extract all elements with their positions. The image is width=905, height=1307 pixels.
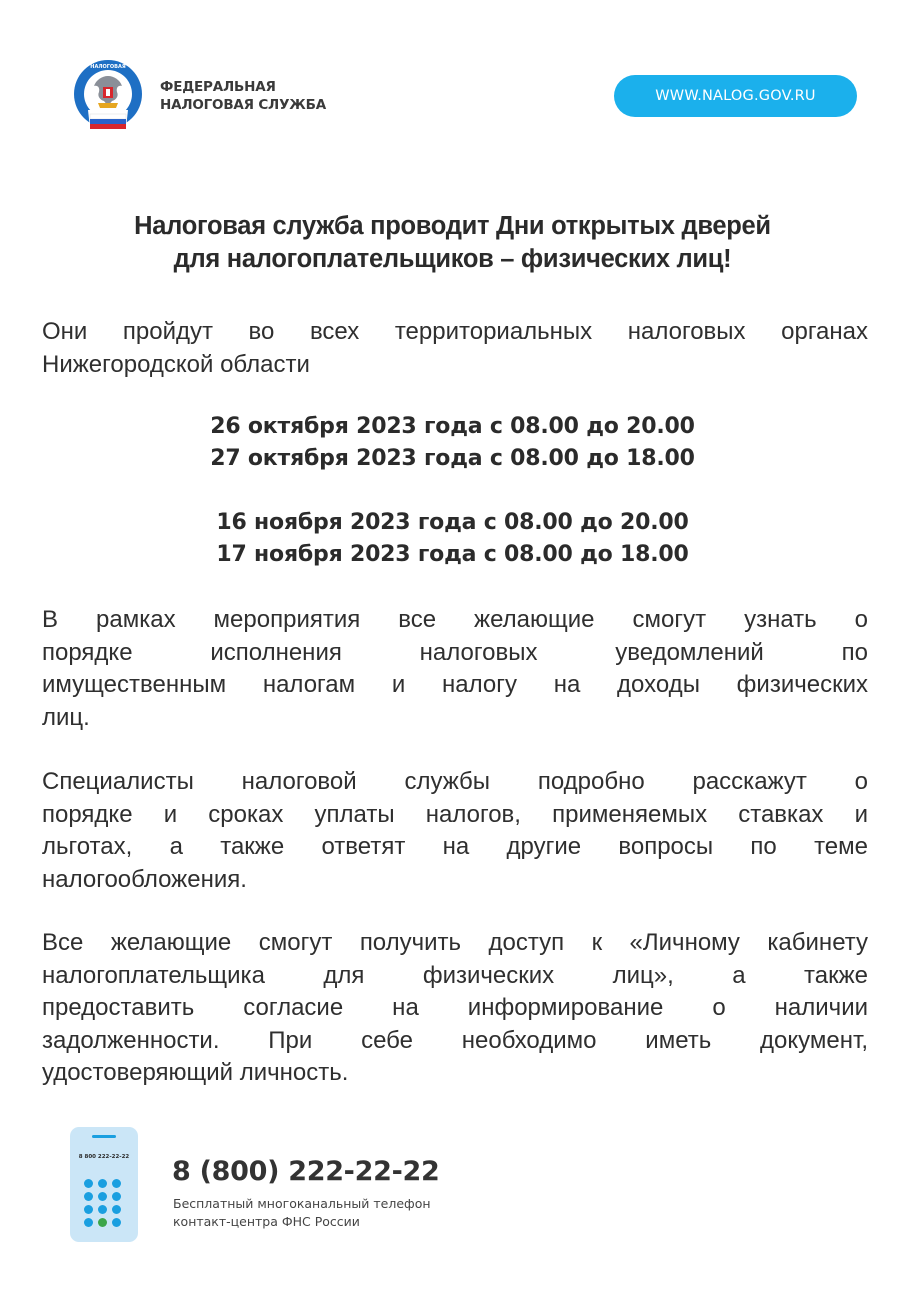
- paragraph-line: В рамках мероприятия все желающие смогут узнать о: [42, 606, 868, 633]
- website-link-button[interactable]: WWW.NALOG.GOV.RU: [614, 75, 857, 117]
- dates-november: [0, 507, 905, 571]
- title-line2: для налогоплательщиков – физических лиц!: [173, 245, 732, 273]
- org-name-line2: НАЛОГОВАЯ СЛУЖБА: [160, 97, 326, 113]
- intro-paragraph: [42, 316, 868, 381]
- key-dot-icon: [84, 1192, 93, 1201]
- key-dot-icon: [84, 1218, 93, 1227]
- key-dot-icon: [98, 1205, 107, 1214]
- paragraph-personal-account: [42, 927, 868, 1090]
- key-dot-icon: [112, 1179, 121, 1188]
- paragraph-line: Все желающие смогут получить доступ к «Личному кабинету: [42, 929, 868, 956]
- paragraph-line: имущественным налогам и налогу на доходы физических: [42, 671, 868, 698]
- paragraph-event-info: [42, 604, 868, 734]
- paragraph-specialists: [42, 766, 868, 896]
- intro-line: Они пройдут во всех территориальных налоговых органах: [42, 318, 868, 345]
- org-name: [160, 78, 326, 114]
- org-name-line1: ФЕДЕРАЛЬНАЯ: [160, 79, 276, 95]
- key-dot-icon: [84, 1205, 93, 1214]
- intro-line: Нижегородской области: [42, 350, 310, 378]
- eagle-emblem-icon: [72, 58, 144, 134]
- paragraph-line: налогоплательщика для физических лиц», а также: [42, 961, 868, 989]
- paragraph-line: предоставить согласие на информирование о наличии: [42, 994, 868, 1021]
- key-dot-icon: [112, 1192, 121, 1201]
- svg-text:НАЛОГОВАЯ: НАЛОГОВАЯ: [90, 64, 126, 70]
- key-dot-icon: [98, 1179, 107, 1188]
- date-line: 17 ноября 2023 года с 08.00 до 18.00: [216, 542, 689, 567]
- date-line: 27 октября 2023 года с 08.00 до 18.00: [210, 446, 695, 471]
- page-title: [40, 210, 865, 276]
- paragraph-line: налогообложения.: [42, 865, 247, 893]
- dates-october: [0, 411, 905, 475]
- title-line1: Налоговая служба проводит Дни открытых дверей: [134, 212, 771, 240]
- keypad-icon: [84, 1179, 126, 1227]
- key-dot-icon: [98, 1192, 107, 1201]
- paragraph-line: задолженности. При себе необходимо иметь документ,: [42, 1026, 868, 1054]
- paragraph-line: порядке исполнения налоговых уведомлений по: [42, 638, 868, 666]
- fns-emblem-logo: [72, 58, 144, 134]
- phone-speaker-icon: [92, 1135, 116, 1138]
- caption-line2: контакт-центра ФНС России: [173, 1214, 360, 1229]
- hotline-caption: [173, 1195, 431, 1231]
- hotline-phone-number[interactable]: 8 (800) 222-22-22: [172, 1156, 440, 1187]
- phone-icon: [70, 1127, 138, 1242]
- call-key-icon: [98, 1218, 107, 1227]
- key-dot-icon: [112, 1205, 121, 1214]
- header: [0, 0, 905, 160]
- caption-line1: Бесплатный многоканальный телефон: [173, 1196, 431, 1211]
- key-dot-icon: [112, 1218, 121, 1227]
- phone-icon-number: 8 800 222-22-22: [78, 1154, 130, 1160]
- paragraph-line: лиц.: [42, 703, 90, 731]
- date-line: 26 октября 2023 года с 08.00 до 20.00: [210, 414, 695, 439]
- key-dot-icon: [84, 1179, 93, 1188]
- paragraph-line: Специалисты налоговой службы подробно расскажут о: [42, 768, 868, 795]
- paragraph-line: порядке и сроках уплаты налогов, применяемых ставках и: [42, 800, 868, 828]
- paragraph-line: удостоверяющий личность.: [42, 1059, 349, 1086]
- paragraph-line: льготах, а также ответят на другие вопросы по теме: [42, 833, 868, 860]
- date-line: 16 ноября 2023 года с 08.00 до 20.00: [216, 510, 689, 535]
